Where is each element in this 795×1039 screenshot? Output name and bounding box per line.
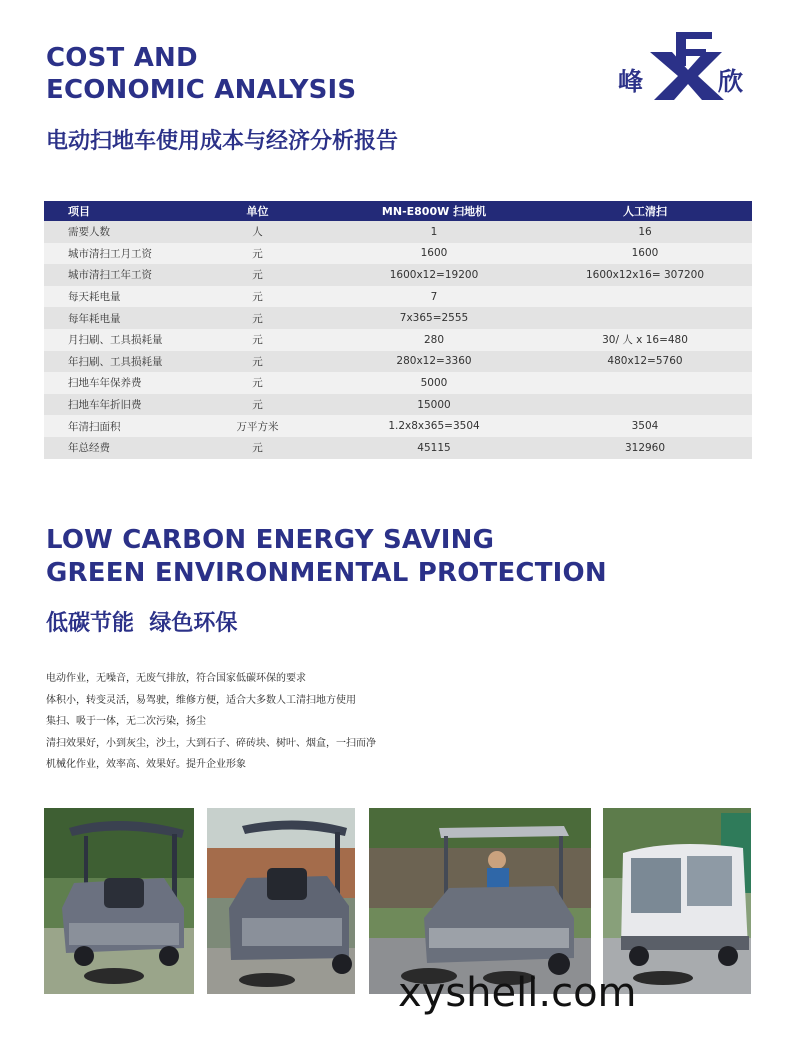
cell-machine: 1600x12=19200 bbox=[330, 264, 538, 286]
cell-item: 每年耗电量 bbox=[44, 307, 185, 329]
table-row bbox=[44, 221, 752, 243]
cell-machine: 1600 bbox=[330, 243, 538, 265]
sweeper-photo-3 bbox=[369, 808, 591, 994]
cell-machine: 1.2x8x365=3504 bbox=[330, 415, 538, 437]
cell-unit: 人 bbox=[185, 221, 330, 243]
feature-list bbox=[46, 668, 376, 776]
cell-manual: 1600 bbox=[538, 243, 752, 265]
table-row bbox=[44, 351, 752, 373]
feature-line: 集扫、吸于一体，无二次污染，扬尘 bbox=[46, 716, 206, 727]
cell-machine: 5000 bbox=[330, 372, 538, 394]
cell-unit: 元 bbox=[185, 351, 330, 373]
feature-line: 机械化作业，效率高、效果好。提升企业形象 bbox=[46, 759, 246, 770]
cell-machine: 280 bbox=[330, 329, 538, 351]
table-row bbox=[44, 372, 752, 394]
table-row bbox=[44, 437, 752, 459]
cell-item: 城市清扫工年工资 bbox=[44, 264, 185, 286]
cell-manual bbox=[538, 372, 752, 394]
cell-item: 年扫刷、工具损耗量 bbox=[44, 351, 185, 373]
table-row bbox=[44, 394, 752, 416]
sweeper-photo-4 bbox=[603, 808, 751, 994]
col-header-machine: MN-E800W 扫地机 bbox=[330, 201, 538, 221]
subtitle-cn: 电动扫地车使用成本与经济分析报告 bbox=[46, 129, 399, 154]
cell-item: 需要人数 bbox=[44, 221, 185, 243]
col-header-unit: 单位 bbox=[185, 201, 330, 221]
cell-unit: 元 bbox=[185, 243, 330, 265]
title-line-1: COST AND bbox=[46, 43, 198, 73]
cell-unit: 元 bbox=[185, 372, 330, 394]
cell-manual: 1600x12x16= 307200 bbox=[538, 264, 752, 286]
cell-manual bbox=[538, 394, 752, 416]
cell-manual: 30/ 人 x 16=480 bbox=[538, 329, 752, 351]
cell-machine: 7 bbox=[330, 286, 538, 308]
watermark-text: xyshell.com bbox=[398, 970, 637, 1016]
feature-line: 清扫效果好，小到灰尘，沙土，大到石子、碎砖块、树叶、烟盒，一扫而净 bbox=[46, 737, 376, 749]
cell-manual: 3504 bbox=[538, 415, 752, 437]
cell-item: 城市清扫工月工资 bbox=[44, 243, 185, 265]
cell-item: 扫地车年保养费 bbox=[44, 372, 185, 394]
cell-unit: 元 bbox=[185, 307, 330, 329]
table-header-row bbox=[44, 201, 752, 221]
table-row bbox=[44, 264, 752, 286]
col-header-item: 项目 bbox=[44, 201, 185, 221]
cell-machine: 7x365=2555 bbox=[330, 307, 538, 329]
cell-item: 每天耗电量 bbox=[44, 286, 185, 308]
section2-subtitle-cn: 低碳节能 绿色环保 bbox=[46, 611, 238, 636]
cell-item: 年清扫面积 bbox=[44, 415, 185, 437]
cell-machine: 280x12=3360 bbox=[330, 351, 538, 373]
cell-manual: 312960 bbox=[538, 437, 752, 459]
cell-item: 月扫刷、工具损耗量 bbox=[44, 329, 185, 351]
cost-analysis-table bbox=[44, 201, 752, 459]
table-row bbox=[44, 415, 752, 437]
cell-unit: 万平方米 bbox=[185, 415, 330, 437]
cell-unit: 元 bbox=[185, 286, 330, 308]
table-row bbox=[44, 307, 752, 329]
feature-line: 体积小，转变灵活，易驾驶，维修方便，适合大多数人工清扫地方使用 bbox=[46, 694, 356, 706]
col-header-manual: 人工清扫 bbox=[538, 201, 752, 221]
cell-manual: 480x12=5760 bbox=[538, 351, 752, 373]
logo-left-char: 峰 bbox=[618, 67, 644, 96]
title-line-2: ECONOMIC ANALYSIS bbox=[46, 75, 357, 105]
table-row bbox=[44, 243, 752, 265]
cell-manual bbox=[538, 286, 752, 308]
cell-item: 扫地车年折旧费 bbox=[44, 394, 185, 416]
cell-item: 年总经费 bbox=[44, 437, 185, 459]
cell-unit: 元 bbox=[185, 394, 330, 416]
section2-title-line-1: LOW CARBON ENERGY SAVING bbox=[46, 525, 495, 555]
table-row bbox=[44, 329, 752, 351]
sweeper-photo-2 bbox=[207, 808, 355, 994]
cell-unit: 元 bbox=[185, 329, 330, 351]
section2-title-line-2: GREEN ENVIRONMENTAL PROTECTION bbox=[46, 558, 607, 588]
feature-line: 电动作业，无噪音，无废气排放，符合国家低碳环保的要求 bbox=[46, 673, 306, 684]
logo-right-char: 欣 bbox=[718, 67, 744, 96]
brand-logo bbox=[618, 30, 754, 102]
cell-manual: 16 bbox=[538, 221, 752, 243]
sweeper-photo-1 bbox=[44, 808, 194, 994]
cell-machine: 1 bbox=[330, 221, 538, 243]
cell-unit: 元 bbox=[185, 437, 330, 459]
table-row bbox=[44, 286, 752, 308]
cell-unit: 元 bbox=[185, 264, 330, 286]
cell-machine: 15000 bbox=[330, 394, 538, 416]
cell-machine: 45115 bbox=[330, 437, 538, 459]
cell-manual bbox=[538, 307, 752, 329]
